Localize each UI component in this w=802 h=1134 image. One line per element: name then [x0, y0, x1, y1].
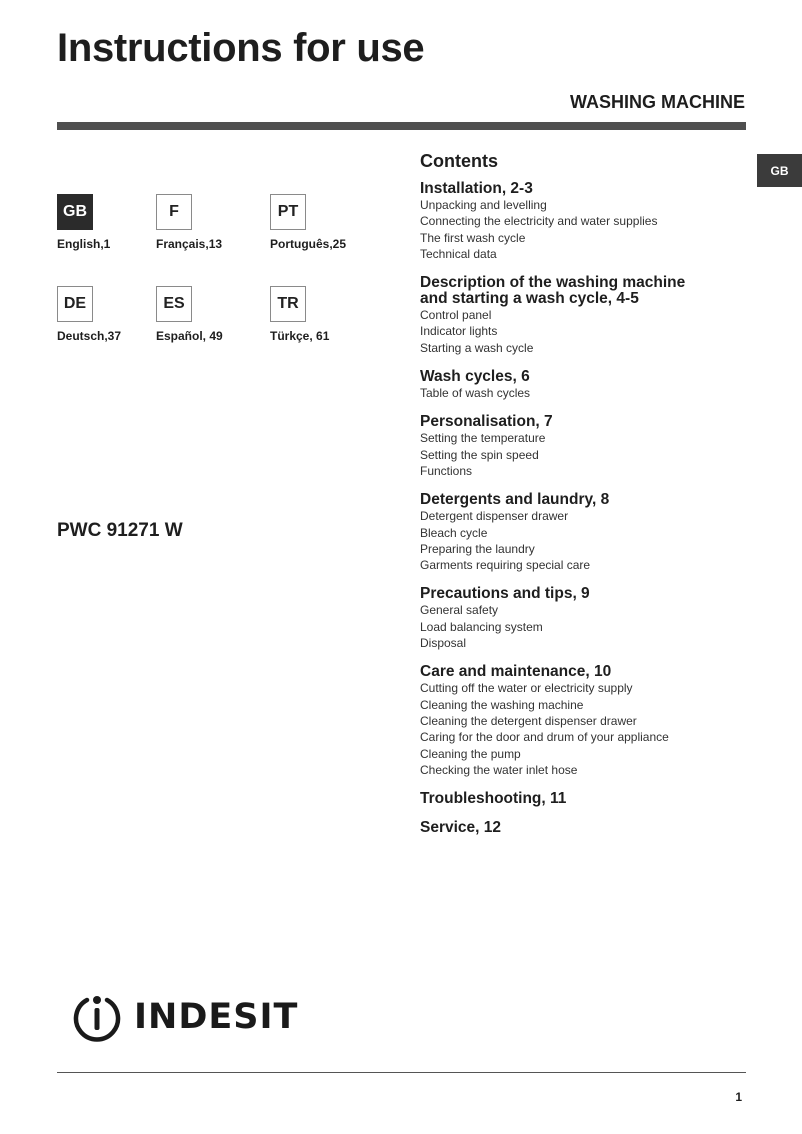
- contents-section: [420, 820, 750, 836]
- language-code-box: F: [156, 194, 192, 230]
- language-german[interactable]: [57, 286, 121, 343]
- product-type-heading: WASHING MACHINE: [570, 92, 745, 112]
- section-heading[interactable]: Detergents and laundry, 8: [420, 491, 610, 509]
- section-heading[interactable]: Wash cycles, 6: [420, 368, 530, 386]
- contents-section: [420, 586, 750, 651]
- language-turkish[interactable]: [270, 286, 329, 343]
- contents-section: [420, 181, 750, 262]
- section-item[interactable]: Functions: [420, 463, 473, 478]
- language-french[interactable]: [156, 194, 222, 251]
- model-number: PWC 91271 W: [57, 520, 183, 541]
- section-heading[interactable]: Precautions and tips, 9: [420, 585, 590, 603]
- page-number: 1: [735, 1090, 742, 1104]
- section-item[interactable]: Unpacking and levelling: [420, 198, 547, 212]
- section-item[interactable]: General safety: [420, 603, 499, 618]
- section-item[interactable]: Cleaning the washing machine: [420, 697, 584, 712]
- brand-logo: [70, 990, 298, 1044]
- language-side-tab: GB: [757, 154, 802, 187]
- header-rule: [57, 122, 746, 130]
- page-title: Instructions for use: [57, 26, 425, 70]
- language-label: Deutsch,37: [57, 329, 122, 343]
- language-label: English,1: [57, 237, 111, 251]
- section-item[interactable]: Control panel: [420, 308, 492, 323]
- language-code-box: ES: [156, 286, 192, 322]
- language-label: Español, 49: [156, 329, 223, 343]
- language-code-box: DE: [57, 286, 93, 322]
- section-item[interactable]: Detergent dispenser drawer: [420, 509, 569, 524]
- section-item[interactable]: Setting the temperature: [420, 431, 546, 446]
- section-heading[interactable]: Care and maintenance, 10: [420, 663, 612, 681]
- language-label: Português,25: [270, 237, 347, 251]
- section-item[interactable]: Garments requiring special care: [420, 558, 591, 573]
- table-of-contents: [420, 151, 750, 849]
- indesit-logo-icon: [70, 990, 124, 1044]
- section-item[interactable]: Table of wash cycles: [420, 386, 531, 401]
- section-item[interactable]: Starting a wash cycle: [420, 340, 534, 355]
- section-item[interactable]: Checking the water inlet hose: [420, 762, 578, 777]
- language-code-box: TR: [270, 286, 306, 322]
- language-label: Türkçe, 61: [270, 329, 330, 343]
- contents-title: Contents: [420, 151, 498, 171]
- section-item[interactable]: Cutting off the water or electricity supply: [420, 681, 633, 696]
- section-item[interactable]: Load balancing system: [420, 619, 543, 634]
- language-code-box: PT: [270, 194, 306, 230]
- contents-section: [420, 414, 750, 479]
- section-item[interactable]: Cleaning the pump: [420, 746, 521, 761]
- language-code-box: GB: [57, 194, 93, 230]
- footer-rule: [57, 1072, 746, 1073]
- section-item[interactable]: Indicator lights: [420, 324, 498, 339]
- section-item[interactable]: Caring for the door and drum of your appliance: [420, 730, 669, 745]
- section-item[interactable]: Preparing the laundry: [420, 541, 535, 556]
- section-heading[interactable]: Installation, 2-3: [420, 180, 533, 197]
- section-item[interactable]: Technical data: [420, 246, 497, 261]
- contents-section: [420, 369, 750, 401]
- contents-sections: [420, 181, 750, 836]
- section-item[interactable]: Bleach cycle: [420, 525, 488, 540]
- section-heading[interactable]: Service, 12: [420, 819, 502, 837]
- section-heading[interactable]: Troubleshooting, 11: [420, 790, 567, 808]
- logo-wordmark: INDESIT: [134, 997, 299, 1037]
- section-heading[interactable]: Personalisation, 7: [420, 413, 553, 431]
- language-spanish[interactable]: [156, 286, 223, 343]
- contents-section: [420, 664, 750, 778]
- section-item[interactable]: Disposal: [420, 636, 467, 651]
- section-item[interactable]: The first wash cycle: [420, 230, 526, 245]
- language-english[interactable]: [57, 194, 110, 251]
- contents-section: [420, 791, 750, 807]
- language-portuguese[interactable]: [270, 194, 346, 251]
- contents-section: [420, 275, 750, 356]
- section-item[interactable]: Connecting the electricity and water supplies: [420, 214, 658, 229]
- contents-section: [420, 492, 750, 573]
- section-item[interactable]: Setting the spin speed: [420, 447, 539, 462]
- language-label: Français,13: [156, 237, 223, 251]
- section-item[interactable]: Cleaning the detergent dispenser drawer: [420, 713, 637, 728]
- section-heading[interactable]: Description of the washing machine and starting a wash cycle, 4-5: [420, 274, 686, 308]
